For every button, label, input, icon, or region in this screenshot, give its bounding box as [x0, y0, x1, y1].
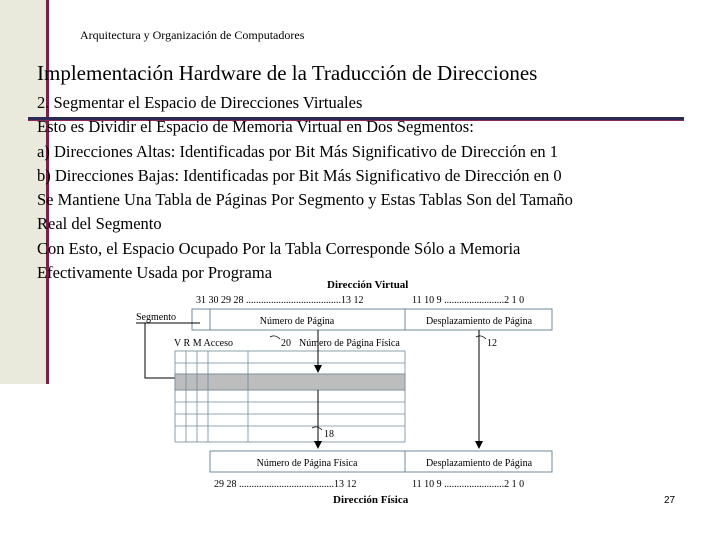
width-12-tick [476, 336, 486, 339]
body-line: Real del Segmento [37, 214, 162, 234]
body-line: 2. Segmentar el Espacio de Direcciones Virtuales [37, 93, 363, 112]
virtual-bits-left: 31 30 29 28 ......................................13 12 [196, 295, 364, 306]
width-18-label: 18 [324, 429, 334, 440]
segment-arrow [145, 323, 200, 378]
body-line: Se Mantiene Una Tabla de Páginas Por Segmento y Estas Tablas Son del Tamaño [37, 190, 573, 210]
virtual-offset-label: Desplazamiento de Página [425, 316, 533, 327]
body-line: Con Esto, el Espacio Ocupado Por la Tabla Corresponde Sólo a Memoria [37, 238, 521, 258]
body-line: a) Direcciones Altas: Identificadas por Bit Más Significativo de Dirección en 1 [37, 141, 558, 161]
virtual-address-title: Dirección Virtual [327, 279, 409, 291]
width-20-label: 20 [281, 338, 291, 349]
body-line: Efectivamente Usada por Programa [37, 263, 273, 283]
body-line: b) Direcciones Bajas: Identificadas por Bit Más Significativo de Dirección en 0 [37, 165, 562, 185]
table-columns-label: V R M Acceso [174, 338, 233, 349]
table-physical-page-label: Número de Página Física [299, 338, 400, 349]
segment-label: Segmento [136, 312, 176, 323]
physical-address-title: Dirección Física [333, 494, 409, 506]
physical-bits-right: 11 10 9 ........................2 1 0 [412, 479, 525, 490]
width-18-tick [312, 427, 322, 430]
virtual-page-number-label: Número de Página [259, 316, 335, 327]
virtual-bits-right: 11 10 9 ........................2 1 0 [412, 295, 525, 306]
page-table [175, 351, 405, 442]
width-20-tick [270, 336, 280, 339]
physical-page-number-label: Número de Página Física [256, 458, 358, 469]
page-number: 27 [664, 495, 676, 506]
width-12-label: 12 [487, 338, 497, 349]
physical-offset-label: Desplazamiento de Página [425, 458, 533, 469]
slide-title: Implementación Hardware de la Traducción de Direcciones [37, 61, 538, 85]
virtual-segment-bit-box [192, 309, 210, 330]
header-caption: Arquitectura y Organización de Computadores [80, 28, 305, 42]
physical-bits-left: 29 28 ......................................13 12 [214, 479, 357, 490]
body-line: Esto es Dividir el Espacio de Memoria Virtual en Dos Segmentos: [37, 117, 474, 137]
selected-table-entry [175, 374, 405, 390]
